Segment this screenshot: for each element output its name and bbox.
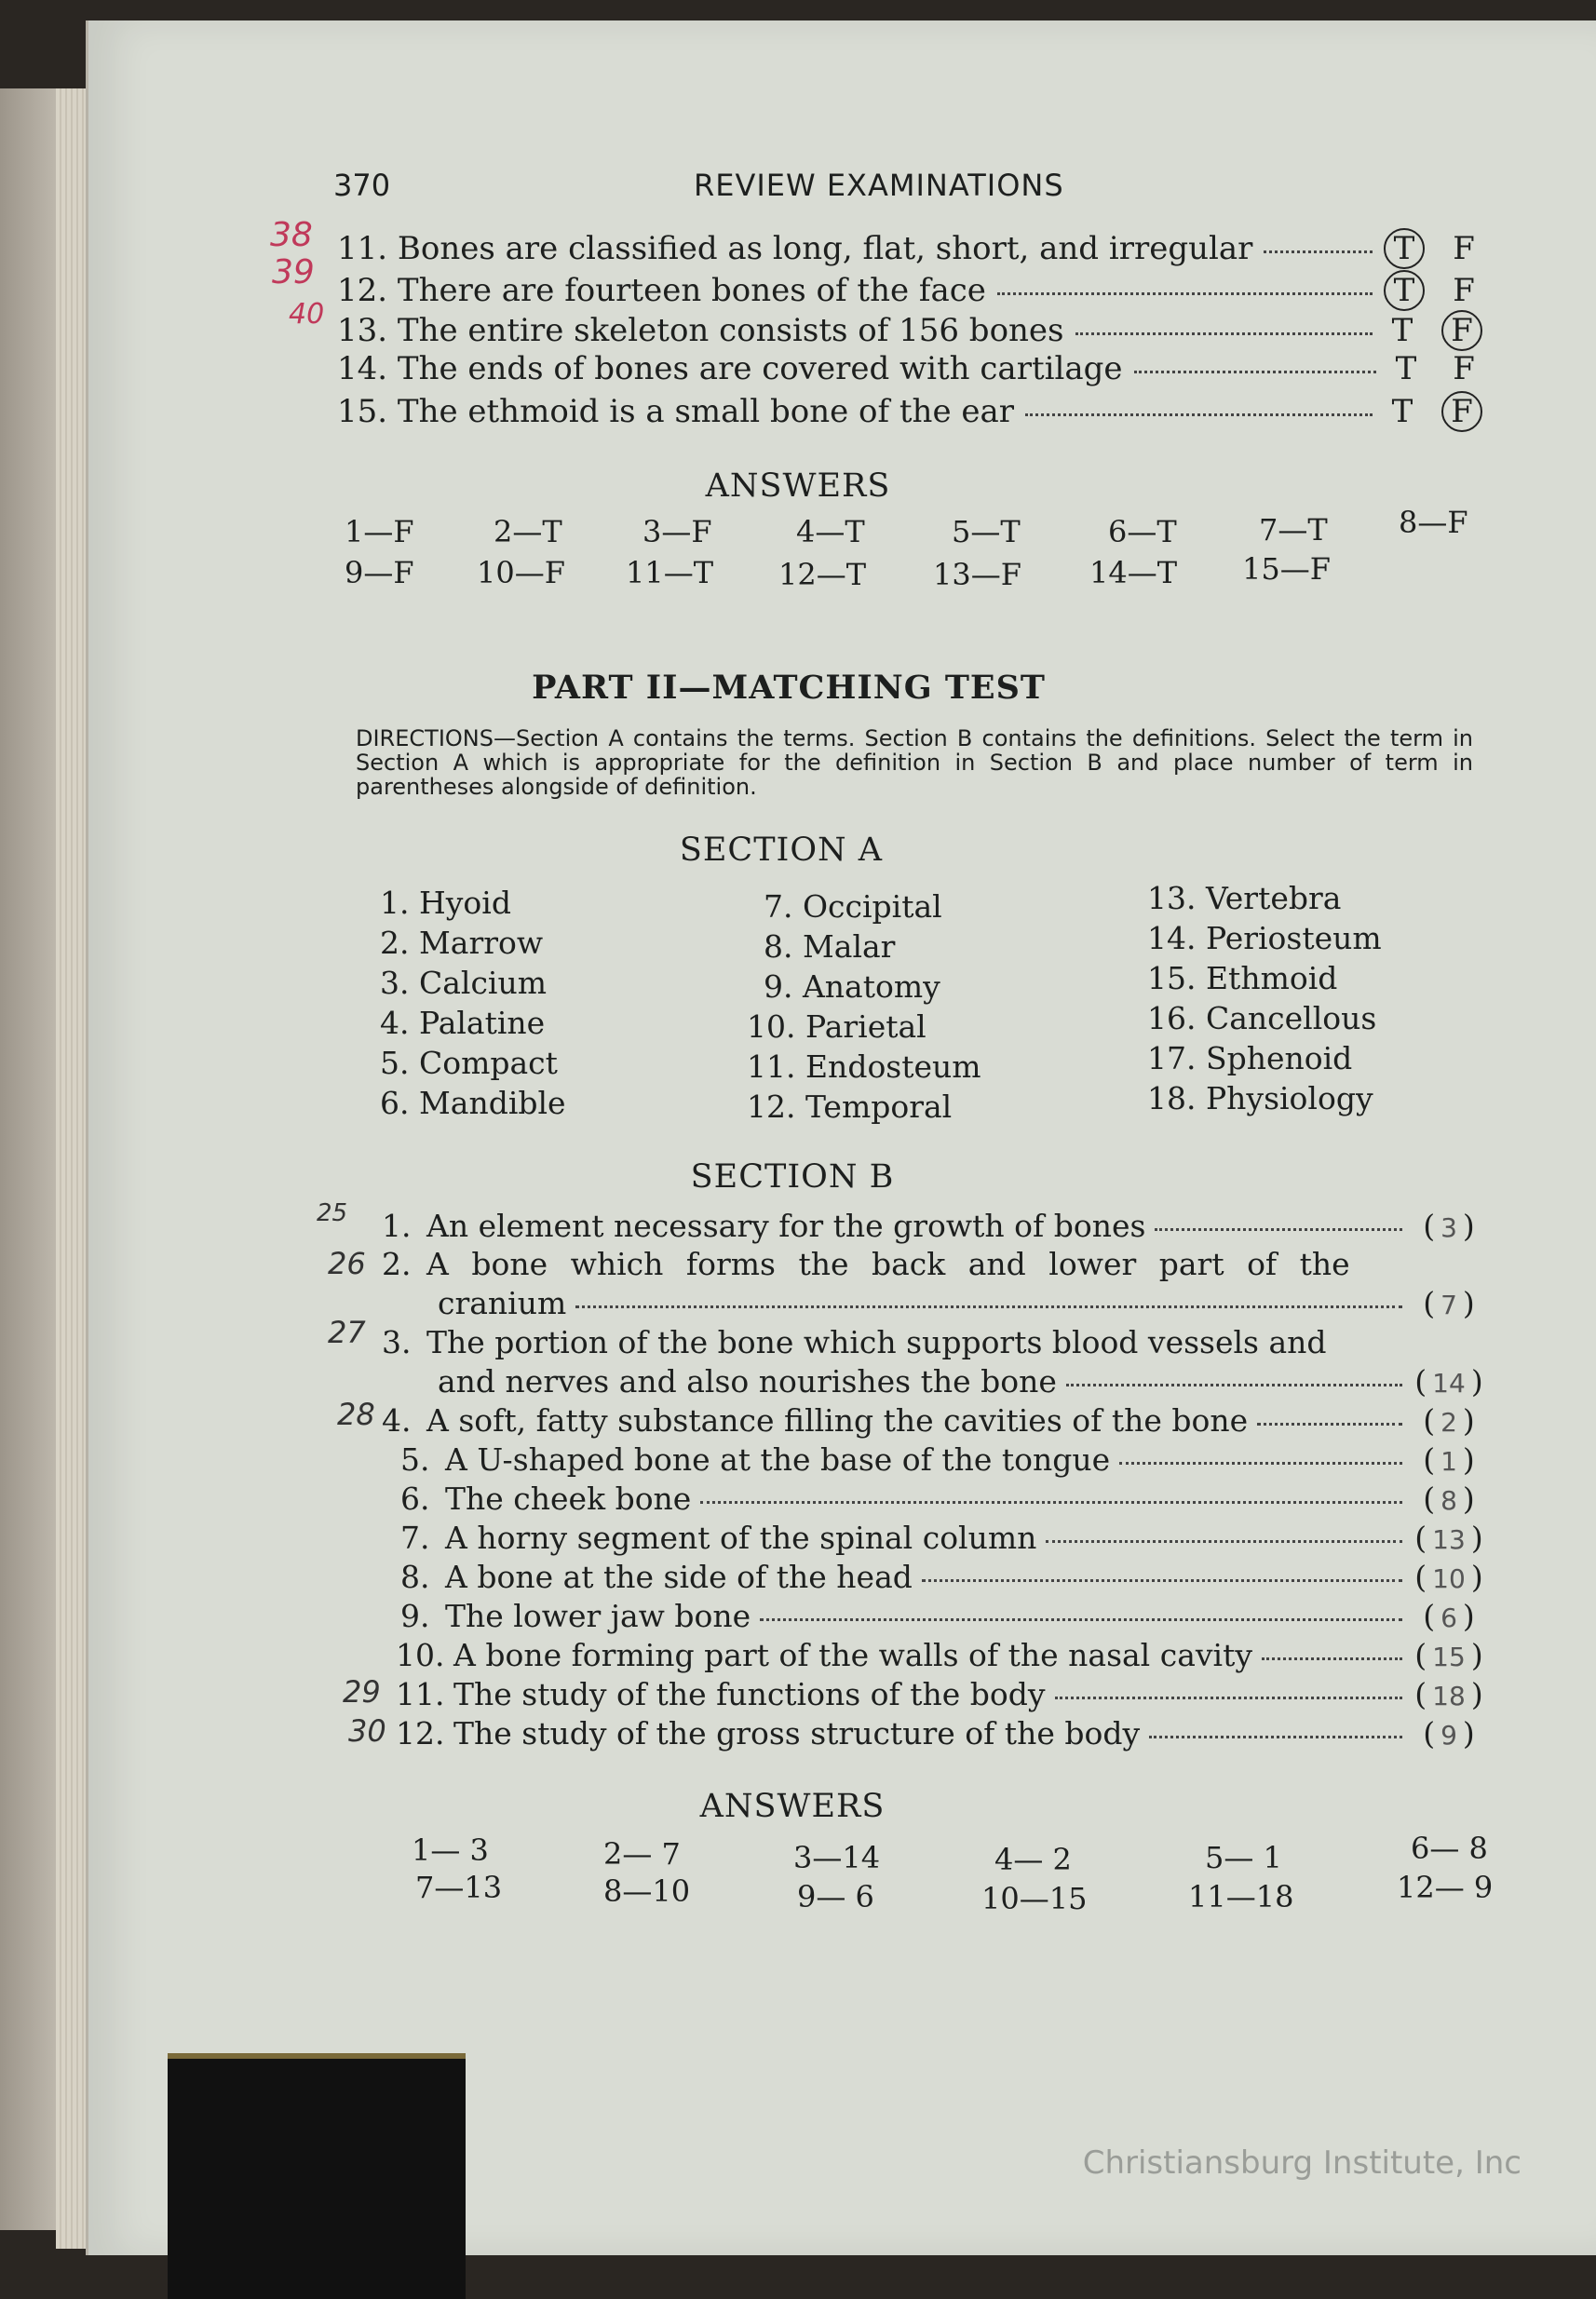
leader-dots — [1149, 1736, 1402, 1738]
section-a-term: 7. Occipital — [764, 888, 942, 925]
definition-text: A bone at the side of the head — [445, 1559, 913, 1595]
tf-question — [337, 270, 1482, 311]
answer-parentheses: ( 15 ) — [1414, 1637, 1483, 1673]
handwritten-number: 38 — [270, 216, 313, 254]
definition-number: 10. — [396, 1637, 445, 1673]
false-option: F — [1453, 230, 1475, 267]
true-option: T — [1395, 350, 1417, 387]
answer-parentheses: ( 14 ) — [1414, 1363, 1483, 1400]
true-option: T — [1391, 312, 1413, 349]
definition-number: 11. — [396, 1676, 445, 1712]
definition-text: A horny segment of the spinal column — [445, 1520, 1037, 1556]
true-option: T — [1391, 393, 1413, 430]
section-a-term: 5. Compact — [380, 1045, 558, 1081]
answer-parentheses: ( 18 ) — [1414, 1676, 1483, 1712]
leader-dots — [760, 1618, 1402, 1621]
true-option: T — [1384, 270, 1425, 311]
answer-parentheses: ( 3 ) — [1423, 1208, 1475, 1244]
answer-item: 6—T — [1108, 514, 1177, 549]
definition-text-cont: and nerves and also nourishes the bone — [438, 1363, 1057, 1400]
section-a-term: 10. Parietal — [747, 1008, 926, 1045]
handwritten-number: 30 — [348, 1713, 386, 1749]
tf-num: 15. — [337, 393, 388, 430]
answers-heading: ANSWERS — [705, 467, 891, 505]
section-a-term: 4. Palatine — [380, 1005, 546, 1041]
section-a-term: 18. Physiology — [1147, 1080, 1373, 1116]
leader-dots — [1257, 1423, 1402, 1426]
page-number: 370 — [333, 168, 391, 203]
definition-item — [400, 1559, 1486, 1598]
definition-number: 2. — [382, 1246, 412, 1282]
definition-item — [396, 1676, 1486, 1715]
section-a-term: 8. Malar — [764, 928, 896, 965]
definition-item — [396, 1637, 1486, 1676]
answer-item: 15—F — [1242, 551, 1331, 587]
handwritten-answer: 8 — [1440, 1485, 1457, 1516]
answer-parentheses: ( 7 ) — [1423, 1285, 1475, 1321]
section-a-term: 11. Endosteum — [747, 1048, 981, 1085]
definition-number: 7. — [400, 1520, 430, 1556]
answer-item: 13—F — [933, 557, 1021, 592]
leader-dots — [1155, 1228, 1402, 1231]
definition-text: The study of the gross structure of the body — [453, 1715, 1141, 1751]
leader-dots — [700, 1501, 1402, 1504]
answer-parentheses: ( 2 ) — [1423, 1402, 1475, 1439]
section-a-term: 3. Calcium — [380, 965, 548, 1001]
section-a-term: 16. Cancellous — [1147, 1000, 1377, 1036]
leader-dots — [1055, 1697, 1402, 1699]
answer-item: 14—T — [1089, 555, 1178, 590]
tf-num: 12. — [337, 272, 388, 309]
section-a-term: 12. Temporal — [747, 1089, 953, 1125]
definition-number: 3. — [382, 1324, 412, 1360]
definition-text: An element necessary for the growth of bones — [426, 1208, 1146, 1244]
handwritten-number: 39 — [272, 253, 315, 291]
handwritten-answer: 15 — [1432, 1642, 1466, 1672]
tf-text: The ends of bones are covered with cartilage — [397, 350, 1123, 387]
answer-item: 5—T — [952, 514, 1021, 549]
definition-item — [382, 1324, 1486, 1402]
tf-question — [337, 391, 1482, 432]
answers-heading: ANSWERS — [699, 1788, 886, 1825]
handwritten-answer: 6 — [1440, 1603, 1457, 1633]
answer-item: 7—13 — [415, 1870, 503, 1905]
answer-item: 10—F — [477, 555, 565, 590]
definition-number: 8. — [400, 1559, 430, 1595]
definition-number: 4. — [382, 1402, 412, 1439]
answer-item: 5— 1 — [1205, 1840, 1282, 1875]
leader-dots — [1262, 1657, 1402, 1660]
tf-text: There are fourteen bones of the face — [397, 272, 986, 309]
handwritten-answer: 2 — [1440, 1407, 1457, 1438]
tf-num: 13. — [337, 312, 388, 349]
answer-item: 3—F — [642, 514, 712, 549]
handwritten-answer: 7 — [1440, 1290, 1457, 1320]
false-option: F — [1453, 272, 1475, 309]
false-option: F — [1441, 391, 1482, 432]
handwritten-number: 40 — [289, 298, 325, 331]
false-option: F — [1453, 350, 1475, 387]
section-a-term: 17. Sphenoid — [1147, 1040, 1353, 1076]
definition-item — [400, 1441, 1486, 1481]
handwritten-number: 25 — [317, 1199, 348, 1227]
definition-item — [382, 1246, 1486, 1324]
definition-item — [382, 1402, 1486, 1441]
definition-text: A bone which forms the back and lower part of the — [426, 1246, 1350, 1282]
answer-item: 8—F — [1399, 505, 1468, 540]
definition-text: The cheek bone — [445, 1481, 692, 1517]
definition-number: 5. — [400, 1441, 430, 1478]
section-a-heading: SECTION A — [679, 832, 884, 869]
leader-dots — [997, 292, 1373, 295]
part2-heading: PART II—MATCHING TEST — [532, 669, 1046, 707]
leader-dots — [1025, 413, 1373, 416]
section-a-term: 2. Marrow — [380, 925, 544, 961]
definition-text-cont: cranium — [438, 1285, 567, 1321]
definition-text: A soft, fatty substance filling the cavities of the bone — [426, 1402, 1249, 1439]
answer-item: 6— 8 — [1411, 1831, 1488, 1866]
answer-item: 1—F — [345, 514, 414, 549]
definition-text: The lower jaw bone — [445, 1598, 751, 1634]
definition-number: 12. — [396, 1715, 445, 1751]
leader-dots — [1264, 250, 1373, 253]
handwritten-number: 26 — [328, 1246, 366, 1281]
tf-question — [337, 310, 1482, 351]
answer-item: 4— 2 — [994, 1842, 1072, 1877]
definition-number: 1. — [382, 1208, 412, 1244]
answer-item: 9—F — [345, 555, 414, 590]
true-option: T — [1384, 228, 1425, 269]
answer-item: 12— 9 — [1397, 1870, 1494, 1905]
answer-parentheses: ( 6 ) — [1423, 1598, 1475, 1634]
answer-item: 7—T — [1259, 512, 1328, 548]
handwritten-answer: 9 — [1440, 1720, 1457, 1751]
handwritten-answer: 3 — [1440, 1212, 1457, 1243]
definition-number: 9. — [400, 1598, 430, 1634]
section-a-term: 1. Hyoid — [380, 885, 511, 921]
section-a-term: 6. Mandible — [380, 1085, 566, 1121]
answer-item: 4—T — [796, 514, 865, 549]
section-b-heading: SECTION B — [690, 1158, 895, 1196]
section-a-term: 9. Anatomy — [764, 968, 940, 1005]
handwritten-answer: 10 — [1432, 1563, 1466, 1594]
definition-text: The study of the functions of the body — [453, 1676, 1046, 1712]
leader-dots — [1075, 332, 1373, 335]
leader-dots — [1066, 1384, 1402, 1386]
section-a-term: 14. Periosteum — [1147, 920, 1382, 956]
false-option: F — [1441, 310, 1482, 351]
tf-question — [337, 350, 1482, 391]
handwritten-answer: 1 — [1440, 1446, 1457, 1477]
answer-item: 11—18 — [1188, 1879, 1294, 1914]
handwritten-answer: 18 — [1432, 1681, 1466, 1711]
running-head: REVIEW EXAMINATIONS — [694, 168, 1064, 203]
tf-num: 14. — [337, 350, 388, 387]
definition-text: A U-shaped bone at the base of the tongue — [445, 1441, 1111, 1478]
handwritten-number: 28 — [337, 1397, 375, 1432]
answer-item: 2— 7 — [603, 1836, 681, 1872]
leader-dots — [922, 1579, 1402, 1582]
answer-parentheses: ( 9 ) — [1423, 1715, 1475, 1751]
tf-text: The entire skeleton consists of 156 bones — [397, 312, 1064, 349]
leader-dots — [575, 1305, 1402, 1308]
directions-text: DIRECTIONS—Section A contains the terms. Section B contains the definitions. Select the term in Section A which is appropriate for the definition in Section B and place number of term in parentheses alongside of definition. — [356, 725, 1473, 800]
watermark-text: Christiansburg Institute, Inc — [1082, 2144, 1522, 2182]
answer-item: 10—15 — [981, 1881, 1088, 1916]
answer-item: 8—10 — [603, 1873, 691, 1909]
answer-item: 12—T — [778, 557, 867, 592]
answer-parentheses: ( 1 ) — [1423, 1441, 1475, 1478]
answer-parentheses: ( 13 ) — [1414, 1520, 1483, 1556]
leader-dots — [1134, 371, 1376, 373]
handwritten-answer: 13 — [1432, 1524, 1466, 1555]
definition-item — [382, 1208, 1486, 1247]
definition-item — [396, 1715, 1486, 1754]
definition-item — [400, 1520, 1486, 1559]
handwritten-number: 27 — [328, 1315, 366, 1350]
definition-number: 6. — [400, 1481, 430, 1517]
answer-item: 3—14 — [793, 1840, 881, 1875]
answer-item: 11—T — [626, 555, 714, 590]
definition-item — [400, 1481, 1486, 1520]
answer-parentheses: ( 8 ) — [1423, 1481, 1475, 1517]
tf-text: Bones are classified as long, flat, short, and irregular — [397, 230, 1253, 267]
handwritten-answer: 14 — [1432, 1368, 1466, 1399]
tf-text: The ethmoid is a small bone of the ear — [397, 393, 1015, 430]
handwritten-number: 29 — [343, 1674, 381, 1710]
tf-question — [337, 228, 1482, 269]
leader-dots — [1119, 1462, 1402, 1465]
section-a-term: 15. Ethmoid — [1147, 960, 1338, 996]
answer-parentheses: ( 10 ) — [1414, 1559, 1483, 1595]
tf-text: 11. — [337, 230, 388, 267]
answer-item: 2—T — [494, 514, 562, 549]
answer-item: 9— 6 — [797, 1879, 874, 1914]
definition-text: A bone forming part of the walls of the nasal cavity — [453, 1637, 1252, 1673]
leader-dots — [1046, 1540, 1402, 1543]
answer-item: 1— 3 — [412, 1832, 489, 1868]
definition-text: The portion of the bone which supports blood vessels and — [426, 1324, 1327, 1360]
section-a-term: 13. Vertebra — [1147, 880, 1342, 916]
definition-item — [400, 1598, 1486, 1637]
